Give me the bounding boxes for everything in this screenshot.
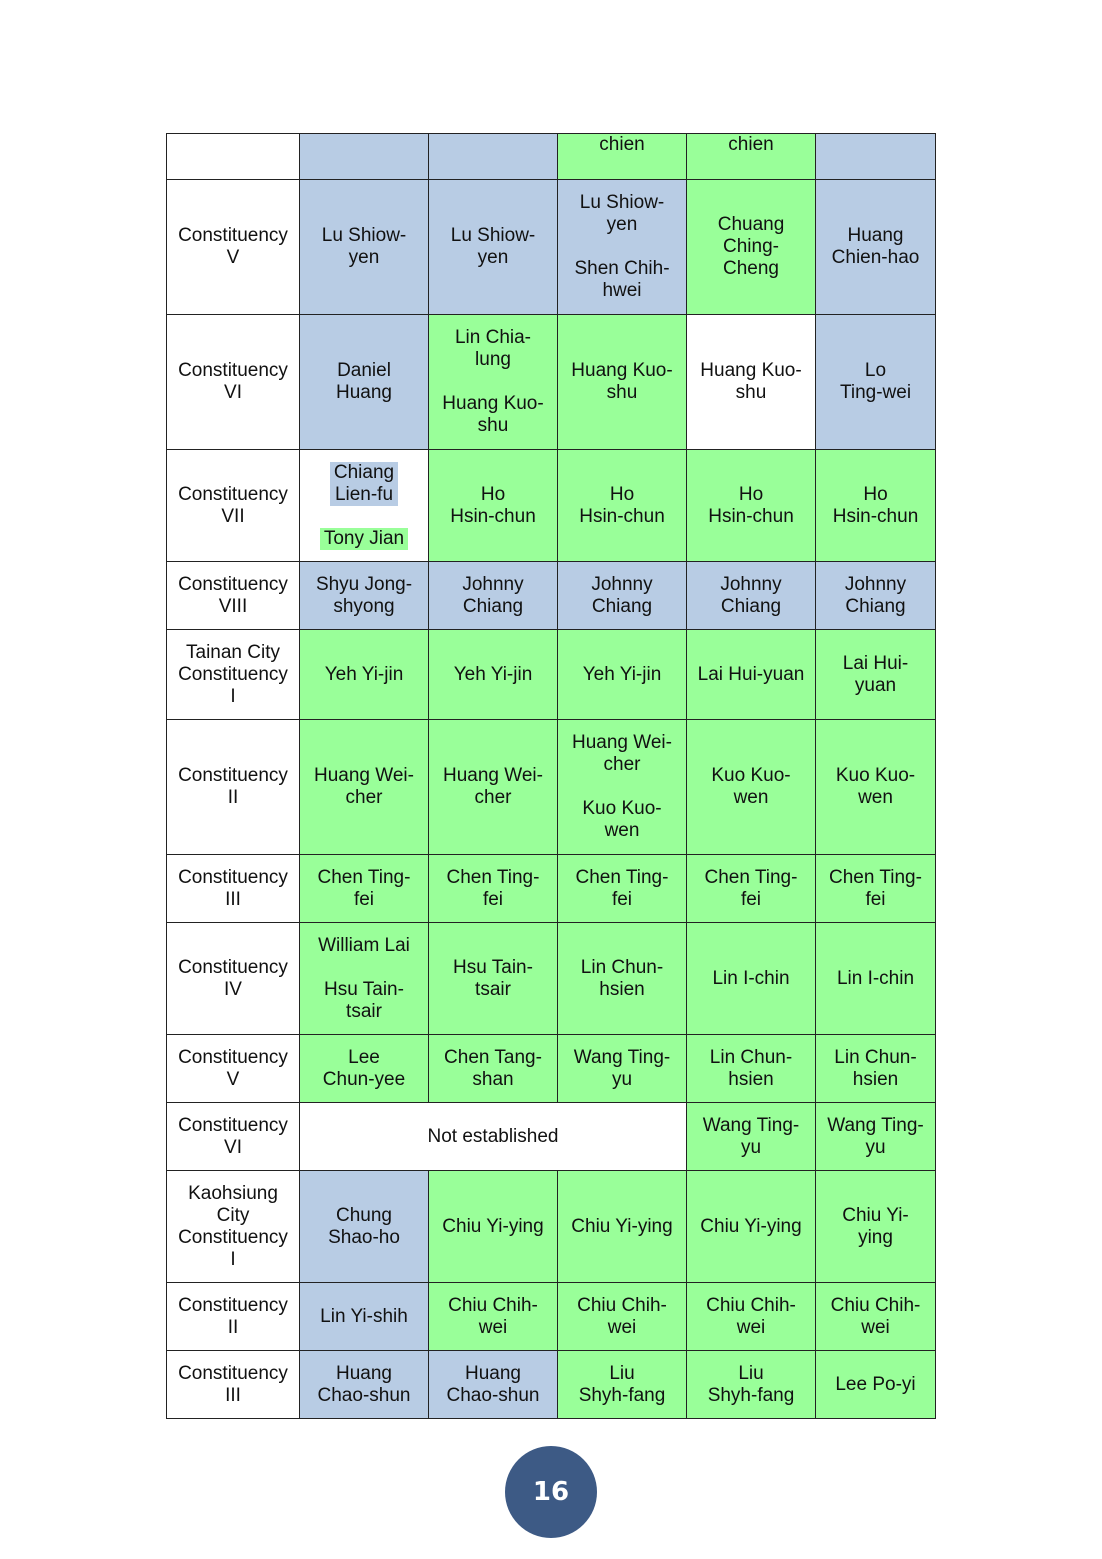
table-row [167,450,936,562]
representative-cell: Lu Shiow- yen [300,180,429,315]
representative-cell: Chiu Yi-ying [687,1171,816,1283]
highlighted-name: Tony Jian [320,528,408,550]
representative-cell: Huang Wei- cher [429,720,558,855]
representative-cell: Ho Hsin-chun [816,450,936,562]
constituency-label: Constituency III [167,855,300,923]
representative-cell: Shyu Jong- shyong [300,562,429,630]
representative-cell: Chen Ting- fei [300,855,429,923]
table-row [167,315,936,450]
representative-cell: Lin Chun- hsien [558,923,687,1035]
constituency-label: Constituency II [167,720,300,855]
constituency-label: Constituency II [167,1283,300,1351]
constituency-label: Constituency III [167,1351,300,1419]
representative-cell: Liu Shyh-fang [687,1351,816,1419]
representative-cell [816,134,936,180]
representative-cell: Not established [300,1103,687,1171]
representative-cell: Chiu Chih- wei [429,1283,558,1351]
representative-cell: Lin I-chin [687,923,816,1035]
representative-cell: Huang Wei- cher [300,720,429,855]
representative-cell: Ho Hsin-chun [558,450,687,562]
table-row [167,134,936,180]
representative-cell: Ho Hsin-chun [429,450,558,562]
constituency-label: Constituency VI [167,1103,300,1171]
representative-cell [300,450,429,562]
representative-cell: Kuo Kuo- wen [687,720,816,855]
representative-cell: Chen Ting- fei [816,855,936,923]
representative-cell: Lu Shiow- yen Shen Chih- hwei [558,180,687,315]
table-row [167,562,936,630]
representative-cell: Johnny Chiang [687,562,816,630]
representative-cell: Chiu Chih- wei [816,1283,936,1351]
representative-cell: Chung Shao-ho [300,1171,429,1283]
table-row [167,1103,936,1171]
representative-cell: Lee Chun-yee [300,1035,429,1103]
constituency-label: Constituency VII [167,450,300,562]
representative-cell: Johnny Chiang [816,562,936,630]
highlighted-name: Chiang Lien-fu [330,462,398,506]
representative-cell: Chen Tang- shan [429,1035,558,1103]
table-row [167,855,936,923]
representative-cell: Chiu Chih- wei [687,1283,816,1351]
representative-cell: Lin Chia- lung Huang Kuo- shu [429,315,558,450]
representative-cell: chien [687,134,816,180]
representative-cell [429,134,558,180]
table-row [167,1283,936,1351]
representative-cell: Chiu Chih- wei [558,1283,687,1351]
representative-cell: Kuo Kuo- wen [816,720,936,855]
representative-cell: Wang Ting- yu [816,1103,936,1171]
representative-cell: Wang Ting- yu [558,1035,687,1103]
representative-cell: Huang Kuo- shu [558,315,687,450]
representative-cell: Chiu Yi- ying [816,1171,936,1283]
representative-cell: Johnny Chiang [558,562,687,630]
table-row [167,1171,936,1283]
representative-cell: Huang Wei- cher Kuo Kuo- wen [558,720,687,855]
representative-cell: Chen Ting- fei [558,855,687,923]
representative-cell: Lai Hui-yuan [687,630,816,720]
table-row [167,720,936,855]
representative-cell: Huang Kuo- shu [687,315,816,450]
page-number-badge: 16 [505,1446,597,1538]
table-row [167,1351,936,1419]
representative-cell: Daniel Huang [300,315,429,450]
constituency-label: Tainan City Constituency I [167,630,300,720]
representative-cell: Chiu Yi-ying [558,1171,687,1283]
representative-cell: William Lai Hsu Tain- tsair [300,923,429,1035]
constituency-label: Constituency IV [167,923,300,1035]
representative-cell: Lu Shiow- yen [429,180,558,315]
representative-cell: Yeh Yi-jin [300,630,429,720]
representative-cell: Chen Ting- fei [429,855,558,923]
representative-cell: Lin Chun- hsien [687,1035,816,1103]
representative-cell: Huang Chao-shun [300,1351,429,1419]
representative-cell: Lin Yi-shih [300,1283,429,1351]
table-row [167,630,936,720]
representative-cell: Chuang Ching- Cheng [687,180,816,315]
representative-cell: chien [558,134,687,180]
representative-cell: Liu Shyh-fang [558,1351,687,1419]
table-row [167,923,936,1035]
constituency-label: Constituency V [167,180,300,315]
representative-cell: Hsu Tain- tsair [429,923,558,1035]
constituency-label: Constituency VIII [167,562,300,630]
constituency-label: Constituency VI [167,315,300,450]
representative-cell: Chiu Yi-ying [429,1171,558,1283]
constituency-label: Kaohsiung City Constituency I [167,1171,300,1283]
table-row [167,1035,936,1103]
representative-cell: Lin Chun- hsien [816,1035,936,1103]
representative-cell: Wang Ting- yu [687,1103,816,1171]
representative-cell: Lin I-chin [816,923,936,1035]
representative-cell [300,134,429,180]
representative-cell: Yeh Yi-jin [558,630,687,720]
representative-cell: Lo Ting-wei [816,315,936,450]
representative-cell: Lai Hui- yuan [816,630,936,720]
representative-cell: Ho Hsin-chun [687,450,816,562]
constituency-label: Constituency V [167,1035,300,1103]
representative-cell: Lee Po-yi [816,1351,936,1419]
representative-cell: Huang Chien-hao [816,180,936,315]
representative-cell: Yeh Yi-jin [429,630,558,720]
table-row [167,180,936,315]
legislator-table [166,133,936,1419]
representative-cell: Chen Ting- fei [687,855,816,923]
representative-cell: Huang Chao-shun [429,1351,558,1419]
constituency-label [167,134,300,180]
representative-cell: Johnny Chiang [429,562,558,630]
